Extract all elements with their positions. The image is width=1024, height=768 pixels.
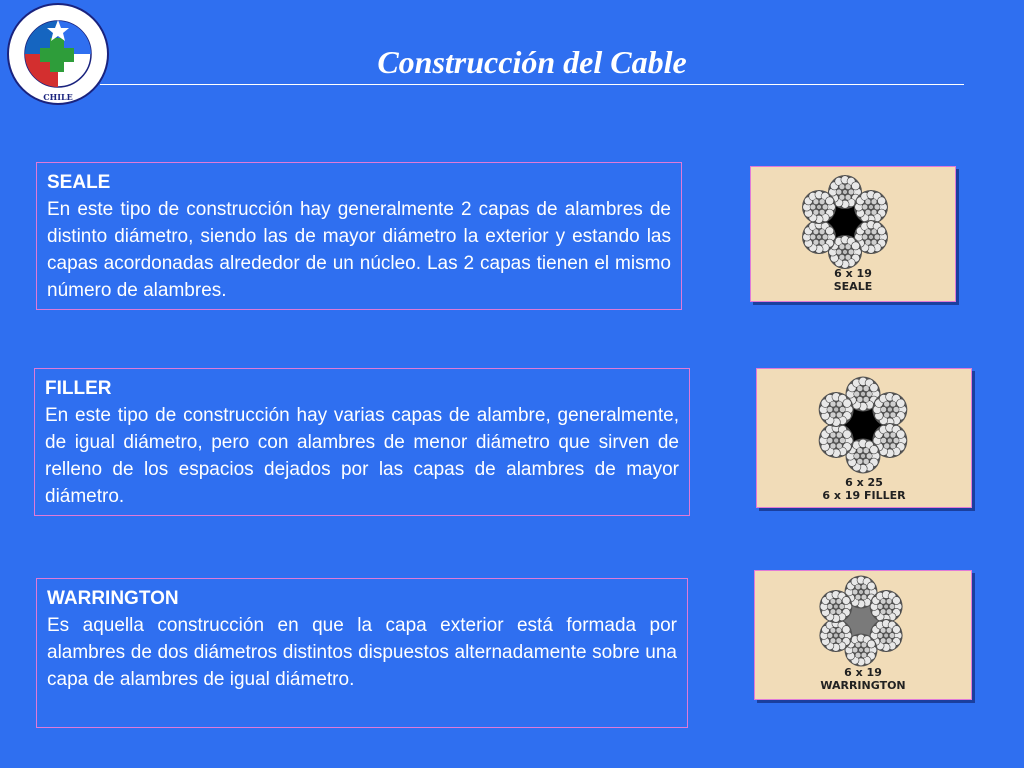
image-caption: SEALE <box>833 280 873 293</box>
cable-image-seale <box>750 166 956 302</box>
section-filler <box>34 368 690 516</box>
rope-cross-section-icon <box>755 571 971 673</box>
image-caption: 6 x 19 FILLER <box>822 489 906 502</box>
image-caption: 6 x 19 <box>834 267 872 280</box>
section-warrington <box>36 578 688 728</box>
org-logo <box>6 2 110 106</box>
title-divider <box>100 84 964 85</box>
section-heading: WARRINGTON <box>47 588 179 609</box>
section-seale <box>36 162 682 310</box>
cable-image-filler <box>756 368 972 508</box>
image-caption: 6 x 19 <box>844 666 882 679</box>
section-heading: SEALE <box>47 172 111 193</box>
rope-cross-section-icon <box>751 167 955 279</box>
cable-image-warrington <box>754 570 972 700</box>
image-caption: 6 x 25 <box>845 476 883 489</box>
logo-seal-icon <box>6 2 110 106</box>
image-caption: WARRINGTON <box>820 679 906 692</box>
rope-cross-section-icon <box>757 369 971 481</box>
section-body: En este tipo de construcción hay generalmente 2 capas de alambres de distinto diámetro, siendo las de mayor diámetro la exterior y estando las capas acordonadas alrededor de un núcleo. Las 2 capas tienen el mismo número de alambres. <box>47 199 671 301</box>
section-heading: FILLER <box>45 378 112 399</box>
page-title: Construcción del Cable <box>377 44 687 80</box>
svg-text:CHILE: CHILE <box>43 92 73 102</box>
section-body: Es aquella construcción en que la capa exterior está formada por alambres de dos diámetros distintos dispuestos alternadamente sobre una capa de alambres de igual diámetro. <box>47 615 677 690</box>
section-body: En este tipo de construcción hay varias capas de alambre, generalmente, de igual diámetro, pero con alambres de menor diámetro que sirven de relleno de los espacios dejados por las capas de alambres de mayor diámetro. <box>45 405 679 507</box>
